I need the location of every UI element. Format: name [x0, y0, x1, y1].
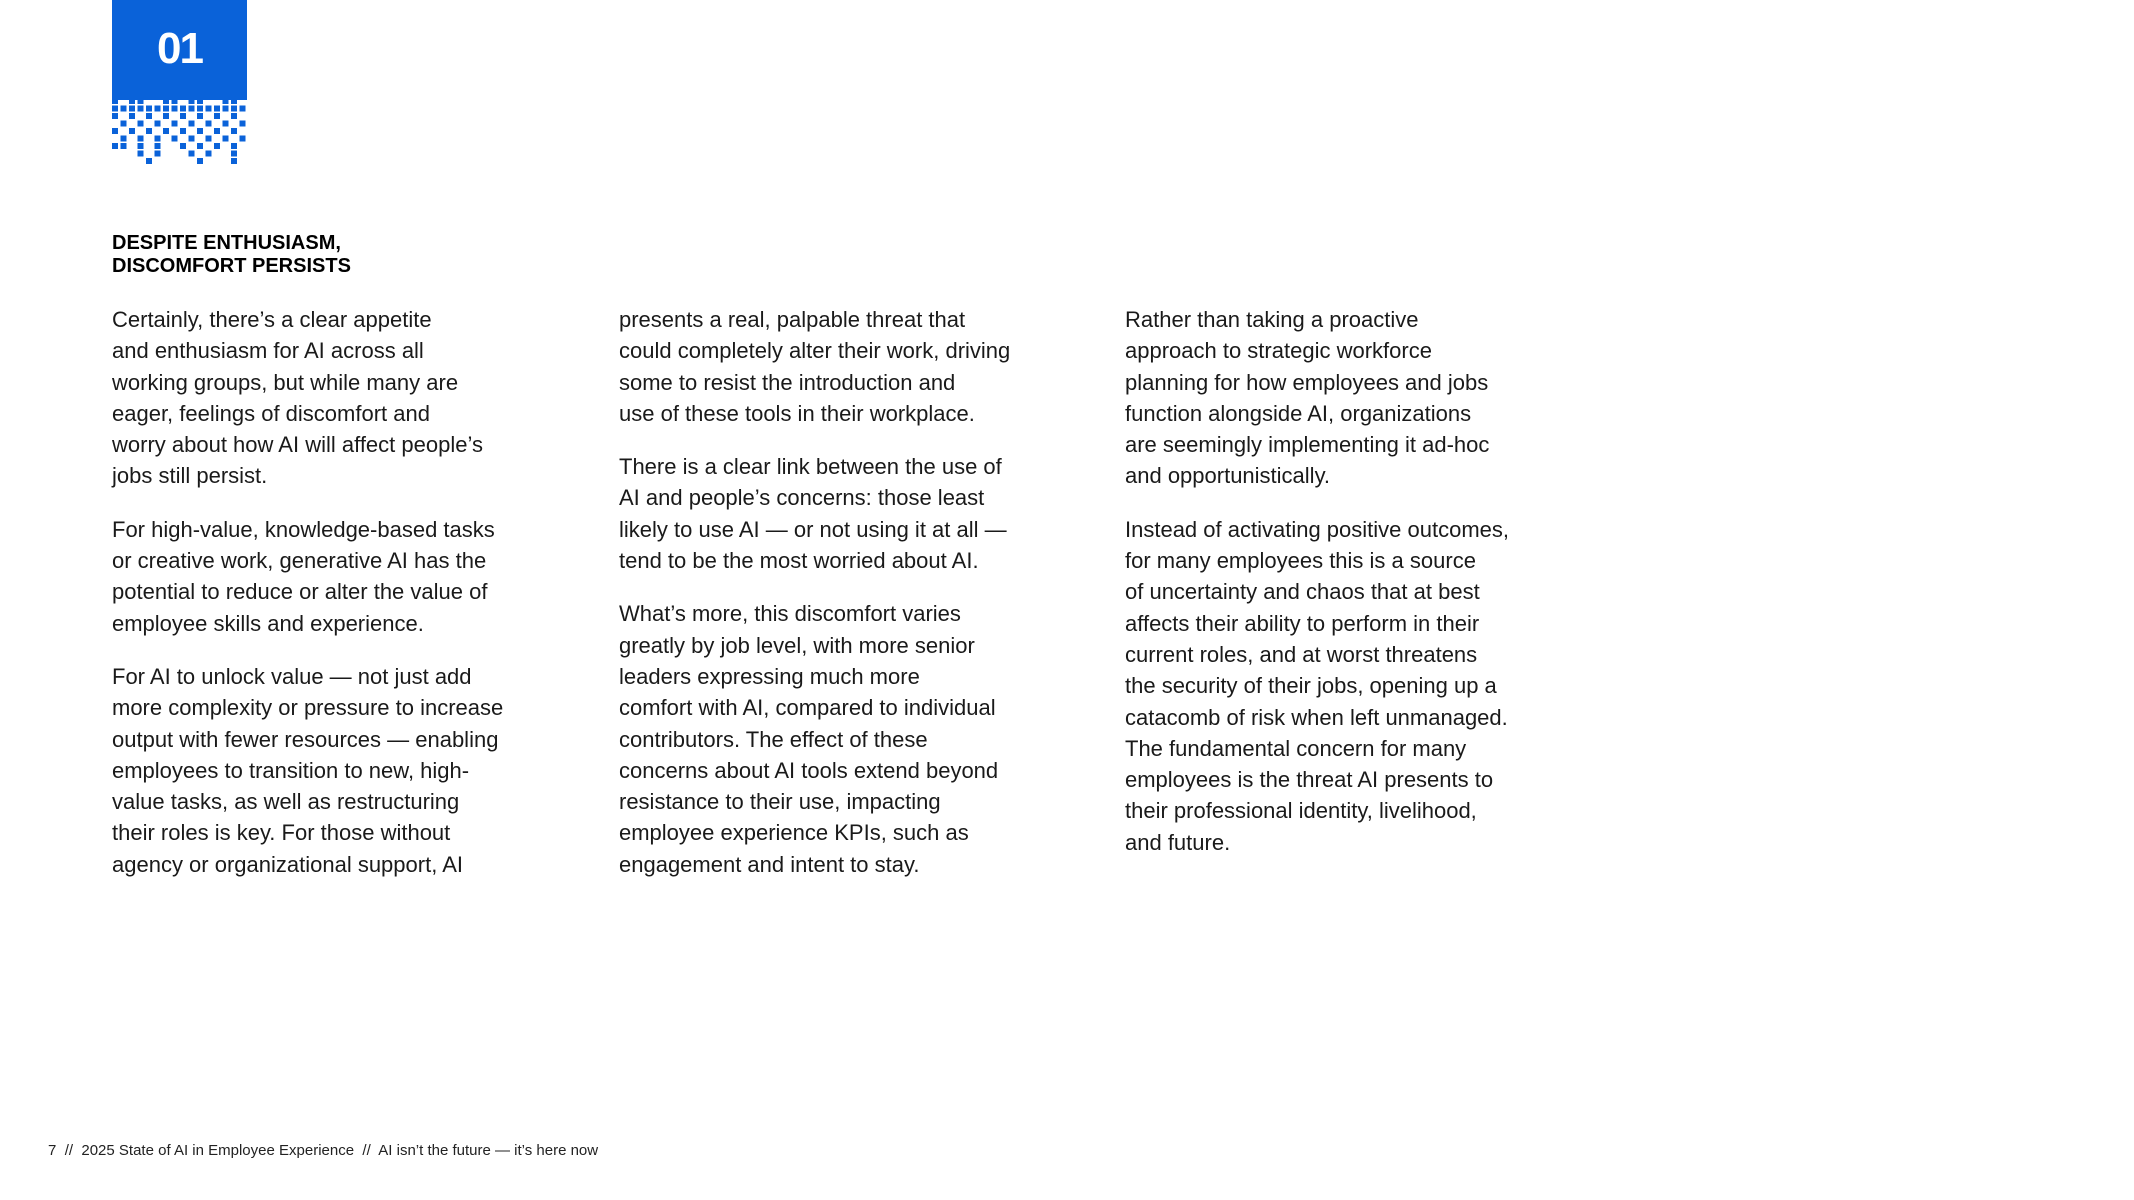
text-line: are seemingly implementing it ad-hoc: [1125, 432, 1490, 458]
text-line: What’s more, this discomfort varies: [619, 601, 961, 627]
text-column-2: [619, 304, 1049, 902]
text-line: value tasks, as well as restructuring: [112, 789, 460, 815]
pixel-square: [129, 113, 135, 119]
pixel-square: [129, 98, 135, 104]
text-line: employee experience KPIs, such as: [619, 820, 969, 846]
text-line: the security of their jobs, opening up a: [1125, 673, 1497, 699]
pixel-square: [240, 106, 246, 112]
pixel-square: [197, 143, 203, 149]
pixel-square: [231, 143, 237, 149]
separator: //: [64, 1142, 74, 1159]
pixel-square: [197, 98, 203, 104]
pixel-square: [206, 136, 212, 142]
pixel-square: [112, 113, 118, 119]
pixel-square: [172, 98, 178, 104]
pixel-square: [121, 121, 127, 127]
text-line: Rather than taking a proactive: [1125, 307, 1419, 332]
pixel-square: [180, 128, 186, 134]
pixel-square: [146, 128, 152, 134]
pixel-square: [189, 98, 195, 104]
text-line: leaders expressing much more: [619, 663, 920, 689]
pixel-square: [206, 151, 212, 157]
pixel-square: [189, 106, 195, 112]
text-line: use of these tools in their workplace.: [619, 400, 975, 426]
section-number-badge: [112, 0, 247, 100]
text-line: planning for how employees and jobs: [1125, 369, 1489, 395]
pixel-square: [129, 106, 135, 112]
text-line: comfort with AI, compared to individual: [619, 695, 996, 721]
pixel-square: [223, 121, 229, 127]
pixel-square: [112, 98, 118, 104]
text-line: current roles, and at worst threatens: [1125, 641, 1478, 667]
pixel-square: [138, 121, 144, 127]
paragraph: [619, 451, 1049, 576]
pixel-square: [155, 106, 161, 112]
pixel-square: [197, 113, 203, 119]
text-line: could completely alter their work, driving: [619, 338, 1011, 364]
pixel-square: [138, 143, 144, 149]
text-line: For AI to unlock value — not just add: [112, 663, 472, 689]
pixel-square: [121, 136, 127, 142]
section-heading: [112, 232, 351, 278]
pixel-dissolve-graphic: [112, 98, 248, 168]
pixel-square: [223, 98, 229, 104]
pixel-square: [189, 151, 195, 157]
text-line: or creative work, generative AI has the: [112, 548, 487, 574]
text-column-1: [112, 304, 542, 902]
pixel-square: [231, 158, 237, 164]
pixel-square: [138, 106, 144, 112]
page-number: 7: [48, 1142, 57, 1159]
text-line: resistance to their use, impacting: [619, 789, 941, 815]
pixel-square: [138, 151, 144, 157]
text-line: worry about how AI will affect people’s: [112, 432, 483, 458]
text-line: and opportunistically.: [1125, 463, 1331, 489]
text-line: eager, feelings of discomfort and: [112, 400, 430, 426]
separator: //: [362, 1142, 371, 1159]
pixel-square: [206, 106, 212, 112]
pixel-square: [172, 136, 178, 142]
pixel-square: [112, 106, 118, 112]
heading-line: DISCOMFORT PERSISTS: [112, 255, 351, 277]
text-line: The fundamental concern for many: [1125, 735, 1467, 761]
pixel-square: [214, 113, 220, 119]
pixel-square: [189, 121, 195, 127]
pixel-square: [240, 136, 246, 142]
pixel-square: [112, 128, 118, 134]
pixel-square: [163, 113, 169, 119]
text-line: their roles is key. For those without: [112, 820, 451, 846]
text-line: catacomb of risk when left unmanaged.: [1125, 704, 1508, 730]
report-subtitle: AI isn’t the future — it’s here now: [378, 1142, 599, 1159]
pixel-square: [180, 143, 186, 149]
text-line: their professional identity, livelihood,: [1125, 798, 1477, 824]
pixel-square: [197, 106, 203, 112]
pixel-square: [214, 106, 220, 112]
text-line: some to resist the introduction and: [619, 369, 956, 395]
text-line: output with fewer resources — enabling: [112, 726, 499, 752]
text-line: working groups, but while many are: [112, 369, 459, 395]
paragraph: [112, 661, 542, 880]
pixel-square: [240, 121, 246, 127]
pixel-square: [172, 106, 178, 112]
pixel-square: [121, 106, 127, 112]
pixel-square: [155, 136, 161, 142]
text-line: for many employees this is a source: [1125, 548, 1476, 574]
pixel-square: [172, 121, 178, 127]
pixel-square: [121, 143, 127, 149]
text-line: employees to transition to new, high-: [112, 757, 470, 783]
pixel-square: [206, 121, 212, 127]
pixel-square: [197, 158, 203, 164]
pixel-square: [231, 98, 237, 104]
pixel-square: [223, 106, 229, 112]
pixel-square: [138, 98, 144, 104]
pixel-square: [155, 121, 161, 127]
pixel-square: [197, 128, 203, 134]
pixel-square: [163, 98, 169, 104]
text-line: agency or organizational support, AI: [112, 851, 464, 877]
pixel-square: [214, 128, 220, 134]
report-title: 2025 State of AI in Employee Experience: [81, 1142, 355, 1159]
text-line: and future.: [1125, 829, 1231, 855]
pixel-square: [138, 136, 144, 142]
pixel-square: [231, 128, 237, 134]
pixel-square: [146, 113, 152, 119]
text-line: employee skills and experience.: [112, 610, 424, 636]
pixel-square: [180, 106, 186, 112]
paragraph: [112, 514, 542, 639]
text-line: potential to reduce or alter the value of: [112, 579, 488, 605]
pixel-square: [223, 136, 229, 142]
text-line: concerns about AI tools extend beyond: [619, 757, 999, 783]
text-line: function alongside AI, organizations: [1125, 400, 1472, 426]
text-line: and enthusiasm for AI across all: [112, 338, 424, 364]
pixel-square: [163, 128, 169, 134]
text-line: AI and people’s concerns: those least: [619, 485, 985, 511]
pixel-square: [155, 151, 161, 157]
text-line: Certainly, there’s a clear appetite: [112, 307, 432, 332]
text-line: more complexity or pressure to increase: [112, 695, 504, 721]
pixel-square: [189, 136, 195, 142]
pixel-square: [146, 158, 152, 164]
text-line: greatly by job level, with more senior: [619, 632, 975, 658]
pixel-square: [146, 106, 152, 112]
paragraph: [112, 304, 542, 492]
text-line: presents a real, palpable threat that: [619, 307, 966, 332]
pixel-square: [231, 106, 237, 112]
text-line: There is a clear link between the use of: [619, 454, 1002, 480]
text-line: contributors. The effect of these: [619, 726, 928, 752]
pixel-square: [155, 143, 161, 149]
text-column-3: [1125, 304, 1555, 880]
text-line: For high-value, knowledge-based tasks: [112, 516, 495, 542]
paragraph: [1125, 514, 1555, 858]
pixel-square: [112, 143, 118, 149]
heading-line: DESPITE ENTHUSIASM,: [112, 232, 341, 254]
pixel-square: [180, 113, 186, 119]
text-line: Instead of activating positive outcomes,: [1125, 516, 1509, 542]
paragraph: [1125, 304, 1555, 492]
text-line: affects their ability to perform in their: [1125, 610, 1480, 636]
text-line: likely to use AI — or not using it at all —: [619, 516, 1007, 542]
page-footer: [48, 1142, 598, 1159]
text-line: engagement and intent to stay.: [619, 851, 920, 877]
pixel-square: [129, 128, 135, 134]
text-line: approach to strategic workforce: [1125, 338, 1432, 364]
paragraph: [619, 304, 1049, 429]
text-line: jobs still persist.: [112, 463, 268, 489]
section-number: 01: [157, 24, 202, 73]
paragraph: [619, 598, 1049, 880]
text-line: employees is the threat AI presents to: [1125, 767, 1494, 793]
text-line: of uncertainty and chaos that at best: [1125, 579, 1480, 605]
pixel-square: [214, 143, 220, 149]
pixel-square: [231, 113, 237, 119]
text-line: tend to be the most worried about AI.: [619, 548, 979, 574]
pixel-square: [163, 106, 169, 112]
pixel-square: [231, 151, 237, 157]
